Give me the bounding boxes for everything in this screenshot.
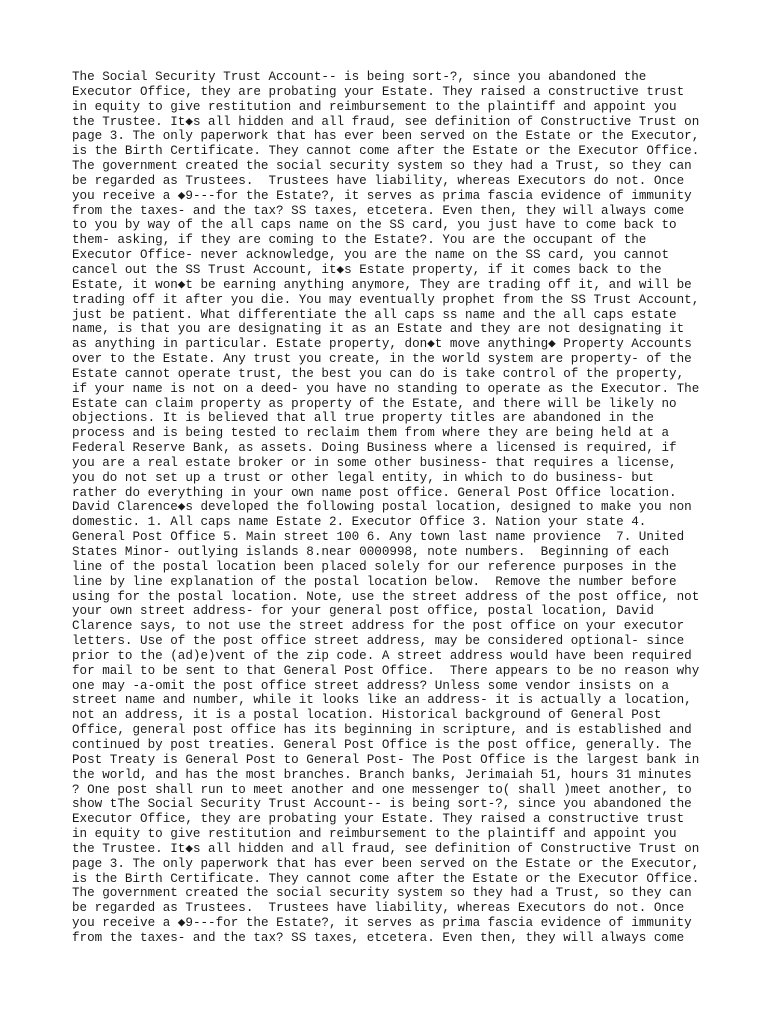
text-line: ? One post shall run to meet another and one messenger to( shall )meet another, to (72, 782, 692, 797)
text-line: cancel out the SS Trust Account, it◆s Estate property, if it comes back to the (72, 262, 662, 277)
text-line: in equity to give restitution and reimbursement to the plaintiff and appoint you (72, 99, 677, 114)
text-line: General Post Office 5. Main street 100 6. Any town last name provience 7. United (72, 530, 685, 545)
text-line: you receive a ◆9---for the Estate?, it serves as prima fascia evidence of immunity (72, 916, 692, 931)
text-line: prior to the (ad)e)vent of the zip code. A street address would have been required (72, 648, 692, 663)
text-line: as anything in particular. Estate property, don◆t move anything◆ Property Accounts (72, 337, 692, 352)
text-line: line by line explanation of the postal location below. Remove the number before (72, 574, 677, 589)
text-line: the Trustee. It◆s all hidden and all fraud, see definition of Constructive Trust on (72, 114, 700, 129)
text-line: street name and number, while it looks like an address- it is actually a location, (72, 693, 692, 708)
text-line: them- asking, if they are coming to the Estate?. You are the occupant of the (72, 233, 647, 248)
text-line: continued by post treaties. General Post Office is the post office, generally. The (72, 737, 692, 752)
text-line: show tThe Social Security Trust Account-- is being sort-?, since you abandoned the (72, 797, 692, 812)
text-line: from the taxes- and the tax? SS taxes, etcetera. Even then, they will always come (72, 930, 685, 945)
text-line: name, is that you are designating it as an Estate and they are not designating it (72, 322, 685, 337)
text-line: line of the postal location been placed solely for our reference purposes in the (72, 559, 677, 574)
text-line: Clarence says, to not use the street address for the post office on your executor (72, 619, 685, 634)
text-line: The government created the social security system so they had a Trust, so they can (72, 886, 692, 901)
text-line: Estate can claim property as property of the Estate, and there will be likely no (72, 396, 677, 411)
text-line: domestic. 1. All caps name Estate 2. Executor Office 3. Nation your state 4. (72, 515, 647, 530)
text-line: just be patient. What differentiate the all caps ss name and the all caps estate (72, 307, 677, 322)
text-line: Estate cannot operate trust, the best you can do is take control of the property, (72, 366, 685, 381)
text-line: process and is being tested to reclaim them from where they are being held at a (72, 426, 670, 441)
text-line: to you by way of the all caps name on the SS card, you just have to come back to (72, 218, 677, 233)
text-line: from the taxes- and the tax? SS taxes, etcetera. Even then, they will always come (72, 203, 685, 218)
text-line: Office, general post office has its beginning in scripture, and is established and (72, 723, 692, 738)
text-line: the world, and has the most branches. Branch banks, Jerimaiah 51, hours 31 minutes (72, 767, 692, 782)
text-line: the Trustee. It◆s all hidden and all fraud, see definition of Constructive Trust on (72, 841, 700, 856)
text-line: you are a real estate broker or in some other business- that requires a license, (72, 455, 677, 470)
text-line: for mail to be sent to that General Post Office. There appears to be no reason why (72, 663, 700, 678)
text-line: Federal Reserve Bank, as assets. Doing Business where a licensed is required, if (72, 441, 677, 456)
text-line: you do not set up a trust or other legal entity, in which to do business- but (72, 470, 654, 485)
text-line: The government created the social security system so they had a Trust, so they can (72, 159, 692, 174)
text-line: objections. It is believed that all true property titles are abandoned in the (72, 411, 654, 426)
text-line: using for the postal location. Note, use the street address of the post office, not (72, 589, 700, 604)
text-line: rather do everything in your own name post office. General Post Office location. (72, 485, 677, 500)
body-text (72, 70, 712, 946)
text-line: in equity to give restitution and reimbursement to the plaintiff and appoint you (72, 827, 677, 842)
text-line: The Social Security Trust Account-- is being sort-?, since you abandoned the (72, 70, 647, 84)
text-line: not an address, it is a postal location. Historical background of General Post (72, 708, 662, 723)
text-line: Executor Office, they are probating your Estate. They raised a constructive trust (72, 812, 685, 827)
text-line: you receive a ◆9---for the Estate?, it serves as prima fascia evidence of immunity (72, 188, 692, 203)
text-line: be regarded as Trustees. Trustees have liability, whereas Executors do not. Once (72, 173, 685, 188)
text-line: page 3. The only paperwork that has ever been served on the Estate or the Executor, (72, 129, 700, 144)
text-line: letters. Use of the post office street address, may be considered optional- since (72, 634, 685, 649)
text-line: be regarded as Trustees. Trustees have liability, whereas Executors do not. Once (72, 901, 685, 916)
text-line: one may -a-omit the post office street address? Unless some vendor insists on a (72, 678, 670, 693)
text-line: Executor Office, they are probating your Estate. They raised a constructive trust (72, 84, 685, 99)
text-line: page 3. The only paperwork that has ever been served on the Estate or the Executor, (72, 856, 700, 871)
text-line: States Minor- outlying islands 8.near 0000998, note numbers. Beginning of each (72, 545, 670, 559)
text-line: Estate, it won◆t be earning anything anymore, They are trading off it, and will be (72, 277, 692, 292)
text-line: over to the Estate. Any trust you create, in the world system are property- of the (72, 352, 692, 367)
text-line: your own street address- for your general post office, postal location, David (72, 604, 654, 619)
text-line: trading off it after you die. You may eventually prophet from the SS Trust Account, (72, 292, 700, 307)
text-line: is the Birth Certificate. They cannot come after the Estate or the Executor Office. (72, 144, 700, 159)
text-line: is the Birth Certificate. They cannot come after the Estate or the Executor Office. (72, 871, 700, 886)
text-line: David Clarence◆s developed the following postal location, designed to make you non (72, 500, 692, 515)
text-line: if your name is not on a deed- you have no standing to operate as the Executor. The (72, 381, 700, 396)
text-line: Executor Office- never acknowledge, you are the name on the SS card, you cannot (72, 248, 670, 263)
text-line: Post Treaty is General Post to General Post- The Post Office is the largest bank in (72, 752, 700, 767)
